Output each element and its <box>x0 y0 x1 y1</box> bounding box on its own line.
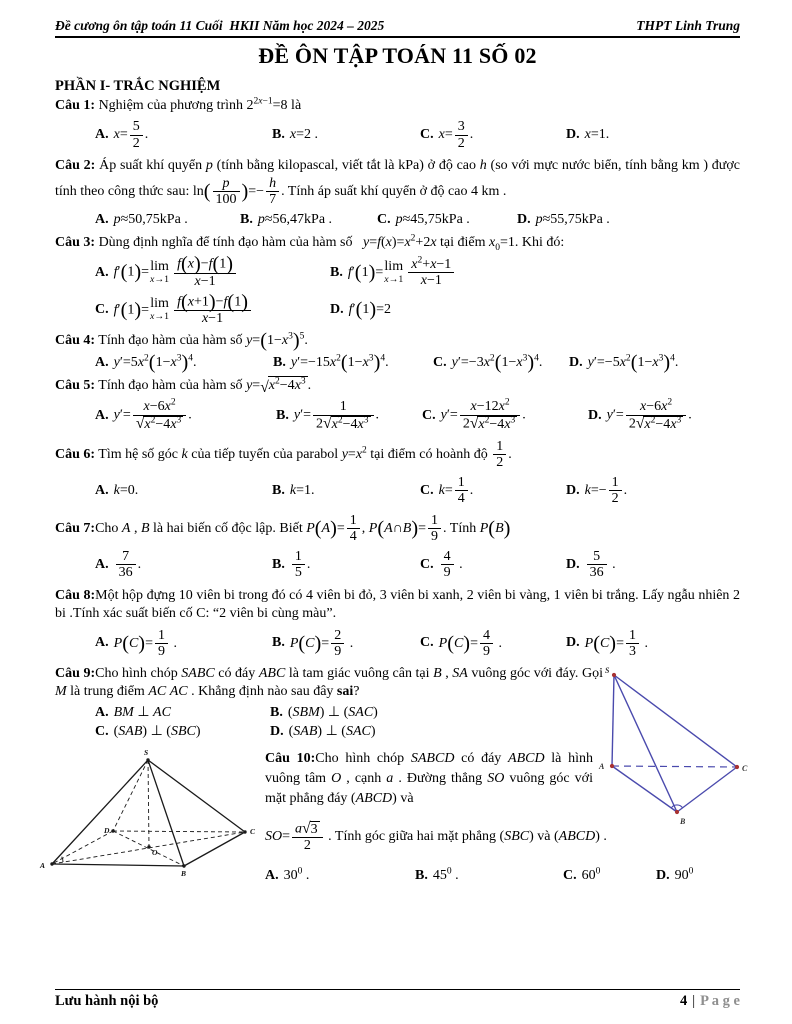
option-value: P(C)= $\frac{1}{9}$ . <box>113 627 177 659</box>
option-d <box>566 474 627 507</box>
option-value: $\frac{4}{9}$ . <box>439 548 463 581</box>
option-value: k=1. <box>289 482 315 498</box>
option-c <box>420 474 566 507</box>
center-label-o: O <box>152 847 158 857</box>
option-value: $60^0$ <box>581 866 601 883</box>
vertex-label-c: C <box>250 826 256 836</box>
page-header <box>55 18 740 38</box>
question-1 <box>55 97 740 152</box>
question-9-body: Cho hình chóp SABC có đáy ABC là tam giác vuông cân tại B , SA vuông góc với đáy. Gọi M là trung điểm AC AC . Khẳng định nào sau đây sai? <box>55 665 603 700</box>
option-b <box>272 482 420 500</box>
question-3-options-row1 <box>55 255 740 289</box>
question-6 <box>55 438 740 507</box>
option-key: C. <box>420 127 434 143</box>
question-8-label: Câu 8: <box>55 587 96 603</box>
option-key: B. <box>272 557 285 573</box>
question-4 <box>55 329 740 374</box>
question-7-options <box>55 548 740 581</box>
option-key: A. <box>95 704 109 720</box>
option-value: y′= $x-6x^2$ 2 √ $x^2-4x^3$ . <box>606 397 692 432</box>
footer-separator: | <box>692 993 696 1009</box>
question-5-text <box>55 376 740 395</box>
option-b <box>330 256 456 289</box>
question-10 <box>40 746 740 898</box>
option-key: D. <box>270 724 284 740</box>
question-3-body: Dùng định nghĩa để tính đạo hàm của hàm số $y=f(x)=x^2+2x$ tại điểm $x_0=1$. Khi đó: <box>95 233 565 253</box>
question-1-options <box>55 118 740 151</box>
question-5 <box>55 376 740 433</box>
option-c <box>420 118 566 151</box>
question-8 <box>55 587 740 660</box>
option-d <box>566 126 609 144</box>
question-1-text <box>55 97 740 115</box>
option-key: B. <box>272 127 285 143</box>
option-c <box>420 627 566 660</box>
option-value: P(C)= $\frac{2}{9}$ . <box>289 627 354 659</box>
option-key: A. <box>95 407 109 423</box>
question-10-text-2 <box>265 820 760 854</box>
option-b <box>272 548 420 581</box>
option-c <box>422 398 588 432</box>
option-key: C. <box>420 557 434 573</box>
option-c <box>433 351 569 374</box>
option-key: B. <box>272 635 285 651</box>
question-5-options <box>55 398 740 432</box>
option-key: B. <box>276 407 289 423</box>
option-value: k=− $\frac{1}{2}$ . <box>584 474 628 507</box>
option-d <box>588 398 692 432</box>
option-a <box>95 351 273 374</box>
vertex-label-b: B <box>181 868 187 878</box>
option-key: A. <box>95 482 109 498</box>
option-key: D. <box>517 212 531 228</box>
option-value: f′(1)= lim x→1 $\frac{f(x)-f(1)}{x-1}$ <box>114 255 238 289</box>
vertex-label-c: C <box>742 763 748 773</box>
option-key: A. <box>95 635 109 651</box>
option-key: A. <box>95 127 109 143</box>
option-key: D. <box>566 482 580 498</box>
question-10-options <box>265 867 747 885</box>
page-footer <box>55 989 740 1010</box>
section-heading: PHẦN I- TRẮC NGHIỆM <box>55 78 221 94</box>
option-d <box>270 723 376 741</box>
question-3-options-row2 <box>55 290 740 327</box>
option-key: A. <box>95 212 109 228</box>
option-key: D. <box>566 127 580 143</box>
option-value: y′= 1 2 √ $x^2-4x^3$ . <box>293 399 380 432</box>
footer-page-word: P a g e <box>700 993 740 1009</box>
question-3-text <box>55 234 740 252</box>
footer-left: Lưu hành nội bộ <box>55 993 159 1009</box>
question-3-label: Câu 3: <box>55 234 96 250</box>
question-2-options <box>55 211 740 229</box>
page-number: 4 <box>679 993 688 1009</box>
vertex-label-s: S <box>144 747 149 757</box>
question-10-text <box>265 749 593 810</box>
option-value: p≈50,75kPa . <box>113 212 188 228</box>
option-key: B. <box>272 482 285 498</box>
option-value: y′= $x-12x^2$ 2 √ $x^2-4x^3$ . <box>440 397 526 432</box>
question-6-text <box>55 438 740 471</box>
option-a <box>95 548 272 581</box>
question-2 <box>55 157 740 229</box>
option-key: D. <box>656 867 670 883</box>
option-a <box>95 211 240 229</box>
option-value: $\frac{5}{36}$ . <box>585 548 616 581</box>
question-7-body: Cho A , B là hai biến cố độc lập. Biết P(A)= $\frac{1}{4}$ , P(A∩B)= $\frac{1}{9}$ . Tính P(B) <box>95 513 511 545</box>
option-key: D. <box>330 302 344 318</box>
question-6-body: Tìm hệ số góc k của tiếp tuyến của parabol $y=x^2$ tại điểm có hoành độ $\frac{1}{2}$ . <box>95 438 512 470</box>
header-right: THPT Linh Trung <box>636 18 740 33</box>
question-4-body: Tính đạo hàm của hàm số $y=(1-x^3)^5$. <box>95 329 308 352</box>
option-value: $30^0$ . <box>283 866 310 883</box>
option-key: D. <box>566 635 580 651</box>
option-key: C. <box>95 302 109 318</box>
option-b <box>272 126 420 144</box>
question-8-options <box>55 627 740 660</box>
question-2-text <box>55 157 740 209</box>
option-key: C. <box>377 212 391 228</box>
option-value: $y'=-15x^2(1-x^3)^4$. <box>290 351 389 374</box>
option-key: A. <box>265 867 279 883</box>
question-10-label: Câu 10: <box>265 750 316 766</box>
question-8-body: Một hộp đựng 10 viên bi trong đó có 4 viên bi đỏ, 3 viên bi xanh, 2 viên bi vàng, 1 viên bi trắng. Lấy ngẫu nhiên 2 bi .Tính xác suất biến cố C: “2 viên bi cùng màu”. <box>55 587 741 622</box>
option-d <box>566 627 648 660</box>
option-key: C. <box>563 867 577 883</box>
option-value: f′(1)=2 <box>348 298 392 321</box>
option-key: A. <box>95 557 109 573</box>
option-value: (SBM) ⊥ (SAC) <box>287 704 378 720</box>
option-c <box>95 723 270 741</box>
pyramid-figure <box>25 746 263 888</box>
option-value: k=0. <box>113 482 139 498</box>
option-value: $\frac{1}{5}$ . <box>290 548 311 581</box>
option-key: A. <box>95 354 109 370</box>
question-4-options <box>55 351 740 374</box>
option-key: C. <box>420 482 434 498</box>
option-c <box>563 867 656 885</box>
option-value: p≈45,75kPa . <box>395 212 470 228</box>
option-key: C. <box>422 407 436 423</box>
option-value: k= $\frac{1}{4}$ . <box>438 474 474 507</box>
vertex-label-b: B <box>680 816 686 826</box>
option-a <box>95 255 330 289</box>
footer-right <box>680 993 740 1010</box>
question-7-text <box>55 512 740 545</box>
option-key: B. <box>270 704 283 720</box>
option-key: B. <box>273 354 286 370</box>
option-value: (SAB) ⊥ (SBC) <box>113 724 201 740</box>
option-value: p≈56,47kPa . <box>257 212 333 228</box>
option-b <box>270 704 378 722</box>
option-key: C. <box>420 635 434 651</box>
option-a <box>95 704 270 722</box>
option-value: p≈55,75kPa . <box>535 212 610 228</box>
option-key: B. <box>415 867 428 883</box>
question-9-text <box>55 665 603 702</box>
option-d <box>566 548 616 581</box>
option-c <box>95 290 330 327</box>
option-b <box>272 627 420 660</box>
question-4-text <box>55 329 740 352</box>
option-value: $y'=-5x^2(1-x^3)^4$. <box>587 351 679 374</box>
option-a <box>265 867 415 885</box>
option-key: C. <box>433 354 447 370</box>
option-a <box>95 627 272 660</box>
question-5-body: Tính đạo hàm của hàm số y= √ $x^2-4x^3$ . <box>95 376 312 396</box>
option-value: x=1. <box>584 127 610 143</box>
option-value: BM ⊥ AC <box>113 704 171 720</box>
option-a <box>95 398 276 432</box>
option-b <box>415 867 563 885</box>
option-key: D. <box>588 407 602 423</box>
option-value: y′= $x-6x^2$ √ $x^2-4x^3$ . <box>113 397 192 432</box>
option-d <box>330 298 392 321</box>
option-value: f′(1)= lim x→1 $\frac{x^2+x-1}{x-1}$ <box>348 256 456 289</box>
option-value: $45^0$ . <box>432 866 459 883</box>
option-b <box>276 398 422 432</box>
question-1-label: Câu 1: <box>55 98 96 113</box>
option-value: $y'=5x^2(1-x^3)^4$. <box>113 351 197 374</box>
option-key: A. <box>95 264 109 280</box>
option-a <box>95 118 272 151</box>
question-2-body: Áp suất khí quyển p (tính bằng kilopascal, viết tắt là kPa) ở độ cao h (so với mực nước biển, tính bằng km ) được tính theo công thức sau: ln( $\frac{p}{100}$ )=− $\frac{h}{7}$ . Tính áp suất khí quyển ở độ cao 4 km . <box>55 157 741 208</box>
option-value: P(C)= $\frac{4}{9}$ . <box>438 627 502 659</box>
vertex-label-a: A <box>40 860 46 870</box>
option-key: C. <box>95 724 109 740</box>
option-value: P(C)= $\frac{1}{3}$ . <box>584 627 648 659</box>
question-4-label: Câu 4: <box>55 333 96 349</box>
option-a <box>95 482 272 500</box>
option-value: f′(1)= lim x→1 $\frac{f(x+1)-f(1)}{x-1}$ <box>114 293 253 327</box>
option-value: $y'=-3x^2(1-x^3)^4$. <box>451 351 543 374</box>
option-key: B. <box>240 212 253 228</box>
option-d <box>656 867 693 885</box>
option-value: x= $\frac{3}{2}$ . <box>438 119 474 151</box>
option-value: $\frac{7}{36}$ . <box>114 548 142 581</box>
vertex-label-d: D <box>104 825 110 835</box>
question-6-options <box>55 474 740 507</box>
option-value: x= $\frac{5}{2}$ . <box>113 119 149 151</box>
option-b <box>273 351 433 374</box>
doc-title: ĐỀ ÔN TẬP TOÁN 11 SỐ 02 <box>258 43 537 68</box>
option-key: D. <box>569 354 583 370</box>
option-key: D. <box>566 557 580 573</box>
question-10-body: Cho hình chóp SABCD có đáy ABCD là hình vuông tâm O , cạnh a . Đường thẳng SO vuông góc với mặt phẳng đáy (ABCD) và <box>265 750 593 807</box>
question-7-label: Câu 7: <box>55 520 96 536</box>
question-5-label: Câu 5: <box>55 377 96 393</box>
vertex-label-a: A <box>599 761 605 771</box>
option-c <box>377 211 517 229</box>
option-d <box>569 351 679 374</box>
option-value: x=2 . <box>289 127 318 143</box>
question-9-label: Câu 9: <box>55 665 96 681</box>
option-b <box>240 211 377 229</box>
question-3 <box>55 234 740 327</box>
question-2-label: Câu 2: <box>55 157 96 173</box>
header-left: Đề cương ôn tập toán 11 Cuối HKII Năm học 2024 – 2025 <box>55 18 385 33</box>
option-value: $90^0$ <box>674 866 694 883</box>
question-8-text <box>55 587 740 624</box>
vertex-label-s: S <box>605 665 610 675</box>
option-key: B. <box>330 264 343 280</box>
option-d <box>517 211 610 229</box>
question-6-label: Câu 6: <box>55 446 96 462</box>
question-1-body: Nghiệm của phương trình $2^{2x-1}=8$ là <box>95 96 302 113</box>
question-7 <box>55 512 740 581</box>
option-value: (SAB) ⊥ (SAC) <box>288 724 376 740</box>
option-c <box>420 548 566 581</box>
question-10-body-2: SO= a √ 3 2 . Tính góc giữa hai mặt phẳng (SBC) và (ABCD) . <box>265 820 607 853</box>
